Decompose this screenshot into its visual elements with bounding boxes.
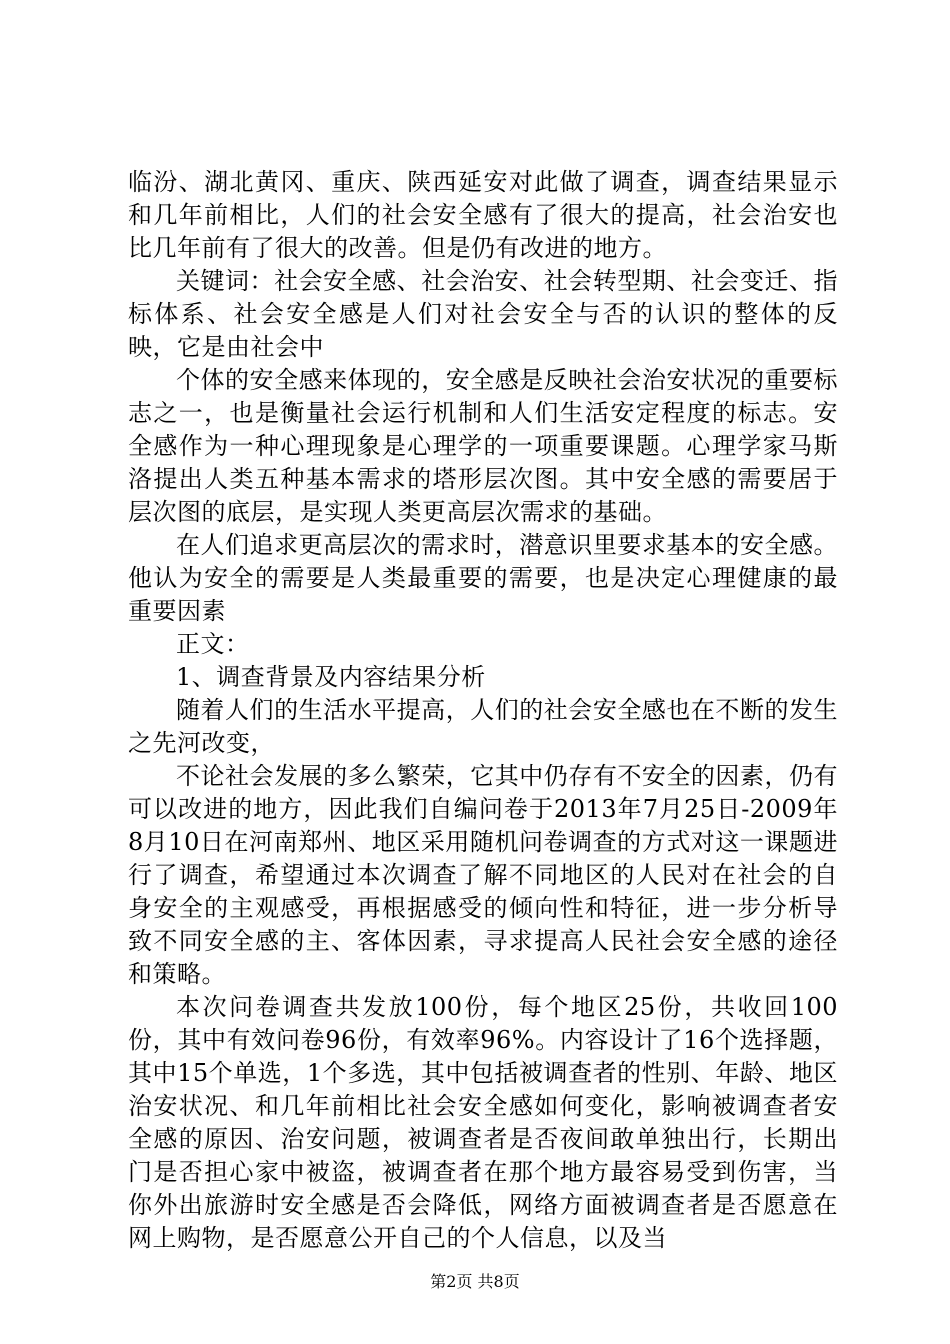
section-heading-main-text: 正文： <box>176 630 250 658</box>
paragraph-8: 不论社会发展的多么繁荣，它其中仍存有不安全的因素，仍有可以改进的地方，因此我们自编问卷于2013年7月25日-2009年8月10日在河南郑州、地区采用随机问卷调查的方式对这一课题进行了调查，希望通过本次调查了解不同地区的人民对在社会的自身安全的主观感受，再根据感受的倾向性和特征，进一步分析导致不同安全感的主、客体因素，寻求提高人民社会安全感的途径和策略。 <box>128 762 838 988</box>
paragraph-3: 个体的安全感来体现的，安全感是反映社会治安状况的重要标志之一，也是衡量社会运行机制和人们生活安定程度的标志。安全感作为一种心理现象是心理学的一项重要课题。心理学家马斯洛提出人类五种基本需求的塔形层次图。其中安全感的需要居于层次图的底层，是实现人类更高层次需求的基础。 <box>128 366 838 526</box>
paragraph-9: 本次问卷调查共发放100份，每个地区25份，共收回100份，其中有效问卷96份，有效率96%。内容设计了16个选择题，其中15个单选，1个多选，其中包括被调查者的性别、年龄、地区治安状况、和几年前相比社会安全感如何变化，影响被调查者安全感的原因、治安问题，被调查者是否夜间敢单独出行，长期出门是否担心家中被盗，被调查者在那个地方最容易受到伤害，当你外出旅游时安全感是否会降低，网络方面被调查者是否愿意在网上购物，是否愿意公开自己的个人信息，以及当 <box>128 993 838 1252</box>
paragraph-1: 临汾、湖北黄冈、重庆、陕西延安对此做了调查，调查结果显示和几年前相比，人们的社会安全感有了很大的提高，社会治安也比几年前有了很大的改善。但是仍有改进的地方。 <box>128 168 838 262</box>
paragraph-keywords: 关键词：社会安全感、社会治安、社会转型期、社会变迁、指标体系、社会安全感是人们对社会安全与否的认识的整体的反映，它是由社会中 <box>128 267 838 361</box>
document-body <box>128 166 838 1255</box>
page-number-footer: 第2页 共8页 <box>430 1272 520 1291</box>
paragraph-7: 随着人们的生活水平提高，人们的社会安全感也在不断的发生之先河改变， <box>128 696 838 757</box>
section-heading-1: 1、调查背景及内容结果分析 <box>176 663 486 691</box>
paragraph-4: 在人们追求更高层次的需求时，潜意识里要求基本的安全感。他认为安全的需要是人类最重要的需要，也是决定心理健康的最重要因素 <box>128 531 838 625</box>
